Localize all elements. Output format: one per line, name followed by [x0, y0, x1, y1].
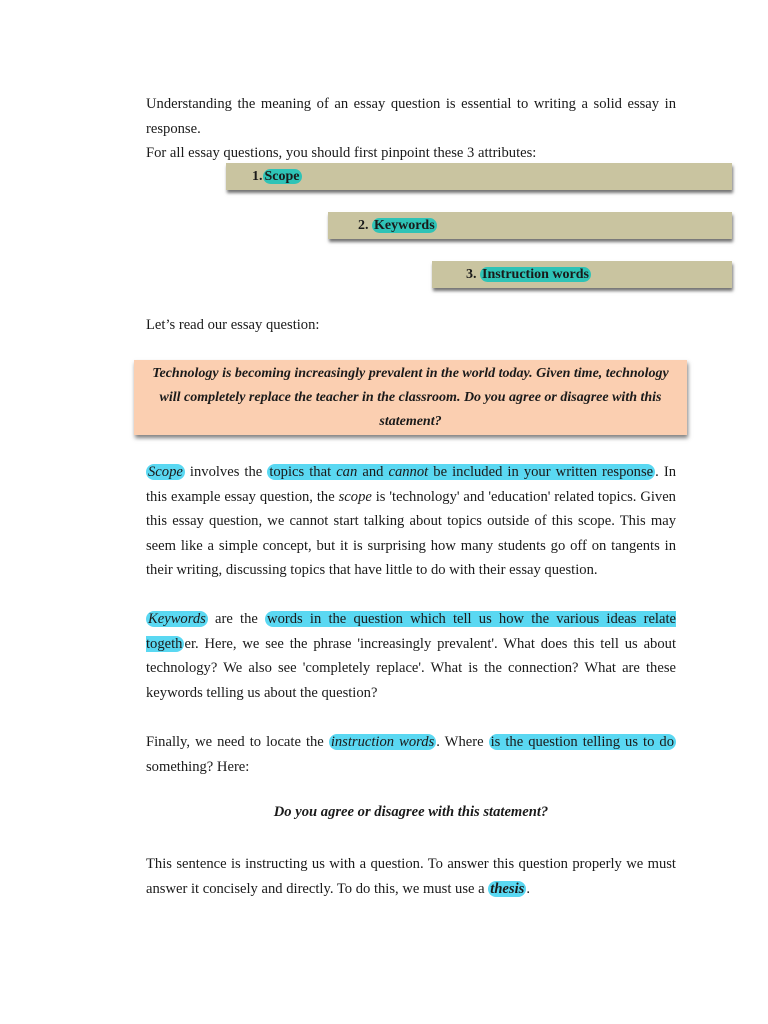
attribute-bar-instruction-words	[432, 261, 732, 288]
essay-question-line-2: will completely replace the teacher in the classroom. Do you agree or disagree with this	[159, 390, 662, 405]
keywords-term: Keywords	[148, 611, 206, 627]
scope-highlight-a: topics that	[269, 464, 337, 480]
instruction-paragraph	[146, 730, 676, 779]
attribute-bar-scope	[226, 163, 732, 190]
scope-word: scope	[338, 488, 372, 505]
intro-line-2: For all essay questions, you should first pinpoint these 3 attributes:	[146, 145, 537, 162]
scope-text-1: involves the	[184, 464, 268, 480]
scope-highlight	[267, 464, 655, 480]
lead-in: Let’s read our essay question:	[146, 317, 320, 333]
instruction-term: instruction words	[330, 734, 435, 750]
keywords-text-2: er. Here, we see the phrase 'increasingly prevalent'. What does this tell us about technology? We also see 'completely replace'. What is the connection? What are these keywords telling us about the question?	[146, 635, 676, 701]
final-paragraph	[146, 852, 676, 901]
attribute-1-number: 1.	[252, 169, 263, 184]
scope-term: Scope	[148, 464, 183, 480]
intro-line-1: Understanding the meaning of an essay question is essential to writing a solid essay in response.	[146, 96, 676, 137]
instruction-text-2: . Where	[436, 734, 489, 750]
essay-question-line-1: Technology is becoming increasingly prevalent in the world today. Given time, technology	[152, 366, 669, 381]
essay-question-line-3: statement?	[379, 414, 442, 429]
attribute-1-name: Scope	[264, 169, 300, 184]
essay-question-box	[134, 360, 687, 435]
thesis-term: thesis	[490, 880, 525, 897]
attribute-3-name: Instruction words	[482, 267, 589, 282]
attribute-3-label	[466, 261, 591, 288]
scope-highlight-b: be included in your written response	[428, 464, 654, 480]
keywords-paragraph	[146, 607, 676, 705]
final-text-1: This sentence is instructing us with a question. To answer this question properly we must answer it concisely and directly. To do this, we must use a	[146, 856, 676, 897]
attribute-2-number: 2.	[358, 218, 369, 233]
scope-highlight-and: and	[357, 464, 389, 480]
instruction-sentence: Do you agree or disagree with this statement?	[273, 804, 549, 820]
instruction-text-3: something? Here:	[146, 758, 250, 775]
instruction-text-1: Finally, we need to locate the	[146, 734, 329, 750]
attribute-1-label	[252, 163, 302, 190]
scope-highlight-can: can	[336, 464, 358, 480]
attribute-2-label	[358, 212, 437, 239]
attribute-2-name: Keywords	[374, 218, 435, 233]
keywords-text-1: are the	[207, 611, 266, 627]
intro-paragraph	[146, 92, 676, 166]
instruction-highlight: is the question telling us to do	[490, 734, 674, 750]
attribute-bar-keywords	[328, 212, 732, 239]
scope-highlight-cannot: cannot	[388, 464, 429, 480]
scope-text-3: is 'technology' and 'education' related topics. Given this essay question, we cannot start talking about topics outside of this scope. This may seem like a simple concept, but it is surprising how many students go off on tangents in their writing, discussing topics that have little to do with their essay question.	[146, 488, 676, 579]
final-text-2: .	[526, 880, 530, 897]
keywords-highlight: words in the question which tell us how the various ideas relate togeth	[146, 611, 676, 652]
scope-paragraph	[146, 460, 676, 583]
attribute-3-number: 3.	[466, 267, 477, 282]
scope-text-2: . In this example essay question, the	[146, 464, 676, 505]
